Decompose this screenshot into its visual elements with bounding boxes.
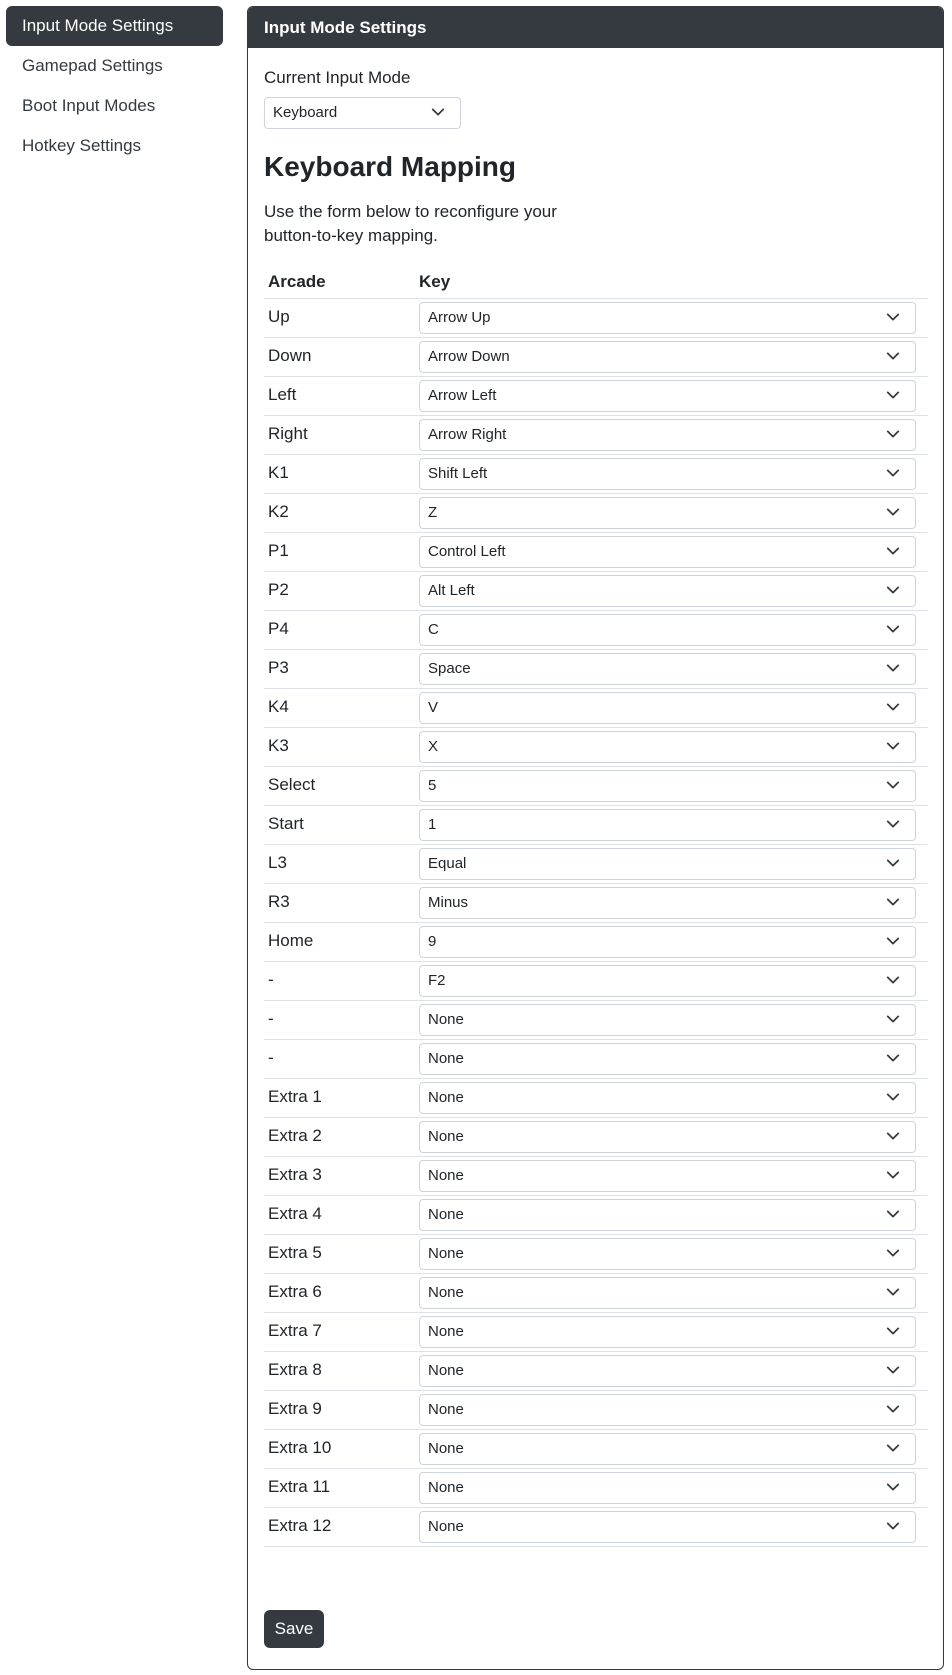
key-cell <box>415 962 928 1001</box>
card-title: Input Mode Settings <box>248 7 943 48</box>
chevron-down-icon <box>886 310 900 324</box>
key-select[interactable] <box>419 965 916 997</box>
arcade-button-label: Extra 1 <box>264 1079 415 1118</box>
chevron-down-icon <box>886 856 900 870</box>
key-cell <box>415 689 928 728</box>
key-select[interactable] <box>419 1082 916 1114</box>
key-cell <box>415 416 928 455</box>
key-select[interactable] <box>419 887 916 919</box>
table-row <box>264 767 928 806</box>
table-row <box>264 923 928 962</box>
key-cell <box>415 533 928 572</box>
key-cell <box>415 884 928 923</box>
key-select-value: Shift Left <box>428 465 488 482</box>
chevron-down-icon <box>886 1129 900 1143</box>
key-select[interactable] <box>419 1355 916 1387</box>
key-select[interactable] <box>419 1121 916 1153</box>
mapping-table-body <box>264 299 928 1547</box>
sidebar-item-gamepad-settings[interactable]: Gamepad Settings <box>22 56 163 75</box>
chevron-down-icon <box>886 349 900 363</box>
arcade-button-label: P4 <box>264 611 415 650</box>
key-select[interactable] <box>419 1316 916 1348</box>
chevron-down-icon <box>886 1363 900 1377</box>
table-row <box>264 455 928 494</box>
key-cell <box>415 1313 928 1352</box>
chevron-down-icon <box>886 544 900 558</box>
arcade-button-label: Extra 9 <box>264 1391 415 1430</box>
key-cell <box>415 767 928 806</box>
table-row <box>264 1469 928 1508</box>
table-header-row <box>264 266 928 299</box>
page-heading: Keyboard Mapping <box>264 151 517 182</box>
chevron-down-icon <box>886 388 900 402</box>
key-cell <box>415 1157 928 1196</box>
key-cell <box>415 650 928 689</box>
key-select[interactable] <box>419 653 916 685</box>
column-header-arcade: Arcade <box>264 266 415 299</box>
key-select-value: X <box>428 738 439 755</box>
key-cell <box>415 572 928 611</box>
arcade-button-label: Extra 10 <box>264 1430 415 1469</box>
chevron-down-icon <box>886 1519 900 1533</box>
key-select[interactable] <box>419 1511 916 1543</box>
key-select[interactable] <box>419 1199 916 1231</box>
key-cell <box>415 1001 928 1040</box>
table-row <box>264 1040 928 1079</box>
mapping-table <box>264 266 928 1547</box>
key-select-value: V <box>428 699 439 716</box>
table-row <box>264 416 928 455</box>
arcade-button-label: Extra 11 <box>264 1469 415 1508</box>
arcade-button-label: K3 <box>264 728 415 767</box>
arcade-button-label: Extra 3 <box>264 1157 415 1196</box>
arcade-button-label: Extra 4 <box>264 1196 415 1235</box>
input-mode-label: Current Input Mode <box>264 68 411 87</box>
key-select[interactable] <box>419 302 916 334</box>
chevron-down-icon <box>886 1324 900 1338</box>
arcade-button-label: Home <box>264 923 415 962</box>
sidebar <box>6 6 223 166</box>
key-select[interactable] <box>419 1277 916 1309</box>
key-select-value: C <box>428 621 439 638</box>
key-select-value: Space <box>428 660 471 677</box>
key-select-value: F2 <box>428 972 446 989</box>
chevron-down-icon <box>886 1207 900 1221</box>
arcade-button-label: Extra 6 <box>264 1274 415 1313</box>
arcade-button-label: Start <box>264 806 415 845</box>
key-select[interactable] <box>419 458 916 490</box>
column-header-key: Key <box>415 266 928 299</box>
arcade-button-label: - <box>264 1001 415 1040</box>
key-select-value: Control Left <box>428 543 506 560</box>
table-row <box>264 806 928 845</box>
key-cell <box>415 338 928 377</box>
key-cell <box>415 1391 928 1430</box>
table-row <box>264 1001 928 1040</box>
key-cell <box>415 728 928 767</box>
chevron-down-icon <box>886 1051 900 1065</box>
arcade-button-label: Up <box>264 299 415 338</box>
chevron-down-icon <box>886 427 900 441</box>
key-cell <box>415 299 928 338</box>
chevron-down-icon <box>886 1402 900 1416</box>
key-select-value: Arrow Right <box>428 426 507 443</box>
key-select-value: 9 <box>428 933 437 950</box>
key-select-value: None <box>428 1050 464 1067</box>
arcade-button-label: - <box>264 962 415 1001</box>
arcade-button-label: K1 <box>264 455 415 494</box>
key-select[interactable] <box>419 1394 916 1426</box>
arcade-button-label: K4 <box>264 689 415 728</box>
sidebar-item-input-mode-settings[interactable]: Input Mode Settings <box>6 6 223 46</box>
arcade-button-label: L3 <box>264 845 415 884</box>
table-row <box>264 377 928 416</box>
chevron-down-icon <box>886 1012 900 1026</box>
chevron-down-icon <box>886 895 900 909</box>
table-row <box>264 1079 928 1118</box>
table-row <box>264 884 928 923</box>
key-cell <box>415 1235 928 1274</box>
key-select[interactable] <box>419 1472 916 1504</box>
chevron-down-icon <box>886 973 900 987</box>
arcade-button-label: Left <box>264 377 415 416</box>
key-cell <box>415 923 928 962</box>
table-row <box>264 1157 928 1196</box>
key-select-value: None <box>428 1323 464 1340</box>
key-select-value: None <box>428 1479 464 1496</box>
arcade-button-label: - <box>264 1040 415 1079</box>
chevron-down-icon <box>886 661 900 675</box>
chevron-down-icon <box>886 1480 900 1494</box>
table-row <box>264 962 928 1001</box>
arcade-button-label: Extra 12 <box>264 1508 415 1547</box>
key-select-value: None <box>428 1440 464 1457</box>
table-row <box>264 1274 928 1313</box>
chevron-down-icon <box>886 466 900 480</box>
table-row <box>264 611 928 650</box>
key-select-value: None <box>428 1284 464 1301</box>
key-select-value: None <box>428 1206 464 1223</box>
arcade-button-label: Extra 2 <box>264 1118 415 1157</box>
sidebar-item-boot-input-modes[interactable]: Boot Input Modes <box>22 96 156 115</box>
key-select[interactable] <box>419 497 916 529</box>
key-cell <box>415 1274 928 1313</box>
sidebar-item-hotkey-settings[interactable]: Hotkey Settings <box>22 136 142 155</box>
arcade-button-label: P1 <box>264 533 415 572</box>
save-button[interactable]: Save <box>264 1610 324 1648</box>
settings-card <box>247 6 944 1670</box>
table-row <box>264 494 928 533</box>
key-select[interactable] <box>419 770 916 802</box>
table-row <box>264 1235 928 1274</box>
input-mode-value: Keyboard <box>273 104 338 121</box>
arcade-button-label: R3 <box>264 884 415 923</box>
arcade-button-label: Down <box>264 338 415 377</box>
key-select-value: Alt Left <box>428 582 475 599</box>
card-body <box>248 48 943 1638</box>
key-select-value: None <box>428 1245 464 1262</box>
table-row <box>264 1352 928 1391</box>
key-cell <box>415 611 928 650</box>
key-select[interactable] <box>419 926 916 958</box>
key-cell <box>415 1469 928 1508</box>
key-select-value: None <box>428 1362 464 1379</box>
key-select-value: None <box>428 1401 464 1418</box>
arcade-button-label: Extra 8 <box>264 1352 415 1391</box>
key-cell <box>415 1118 928 1157</box>
key-select-value: Arrow Left <box>428 387 497 404</box>
arcade-button-label: Extra 5 <box>264 1235 415 1274</box>
key-cell <box>415 806 928 845</box>
chevron-down-icon <box>886 778 900 792</box>
key-select-value: None <box>428 1518 464 1535</box>
key-select-value: Arrow Down <box>428 348 510 365</box>
arcade-button-label: P2 <box>264 572 415 611</box>
key-select[interactable] <box>419 419 916 451</box>
chevron-down-icon <box>886 622 900 636</box>
key-select-value: Equal <box>428 855 467 872</box>
key-cell <box>415 1196 928 1235</box>
chevron-down-icon <box>886 1090 900 1104</box>
key-select-value: None <box>428 1089 464 1106</box>
chevron-down-icon <box>886 934 900 948</box>
key-cell <box>415 1430 928 1469</box>
key-select-value: Z <box>428 504 438 521</box>
key-cell <box>415 377 928 416</box>
chevron-down-icon <box>886 1285 900 1299</box>
chevron-down-icon <box>886 583 900 597</box>
key-select-value: Minus <box>428 894 469 911</box>
chevron-down-icon <box>886 1246 900 1260</box>
table-row <box>264 572 928 611</box>
intro-text: Use the form below to reconfigure your button-to-key mapping. <box>264 202 557 245</box>
chevron-down-icon <box>886 739 900 753</box>
arcade-button-label: Select <box>264 767 415 806</box>
key-select-value: Arrow Up <box>428 309 491 326</box>
arcade-button-label: K2 <box>264 494 415 533</box>
table-row <box>264 1430 928 1469</box>
table-row <box>264 533 928 572</box>
key-select[interactable] <box>419 380 916 412</box>
table-row <box>264 1118 928 1157</box>
input-mode-select[interactable] <box>264 97 461 129</box>
key-select[interactable] <box>419 1433 916 1465</box>
table-row <box>264 338 928 377</box>
chevron-down-icon <box>886 1441 900 1455</box>
chevron-down-icon <box>886 1168 900 1182</box>
table-row <box>264 1508 928 1547</box>
key-select[interactable] <box>419 341 916 373</box>
table-row <box>264 650 928 689</box>
key-select[interactable] <box>419 809 916 841</box>
table-row <box>264 1313 928 1352</box>
table-row <box>264 728 928 767</box>
key-cell <box>415 455 928 494</box>
key-select[interactable] <box>419 1238 916 1270</box>
chevron-down-icon <box>886 817 900 831</box>
key-select[interactable] <box>419 575 916 607</box>
table-row <box>264 689 928 728</box>
key-select[interactable] <box>419 848 916 880</box>
key-select[interactable] <box>419 692 916 724</box>
key-select-value: None <box>428 1128 464 1145</box>
key-cell <box>415 1352 928 1391</box>
table-row <box>264 1196 928 1235</box>
key-select[interactable] <box>419 1160 916 1192</box>
key-select-value: None <box>428 1011 464 1028</box>
chevron-down-icon <box>431 105 445 119</box>
table-row <box>264 1391 928 1430</box>
key-select[interactable] <box>419 1004 916 1036</box>
key-cell <box>415 845 928 884</box>
chevron-down-icon <box>886 505 900 519</box>
arcade-button-label: Right <box>264 416 415 455</box>
key-select[interactable] <box>419 536 916 568</box>
key-select-value: 5 <box>428 777 437 794</box>
key-select-value: None <box>428 1167 464 1184</box>
key-cell <box>415 494 928 533</box>
key-select[interactable] <box>419 614 916 646</box>
key-select[interactable] <box>419 731 916 763</box>
key-cell <box>415 1040 928 1079</box>
key-cell <box>415 1508 928 1547</box>
table-row <box>264 299 928 338</box>
arcade-button-label: P3 <box>264 650 415 689</box>
arcade-button-label: Extra 7 <box>264 1313 415 1352</box>
chevron-down-icon <box>886 700 900 714</box>
table-row <box>264 845 928 884</box>
key-select[interactable] <box>419 1043 916 1075</box>
key-select-value: 1 <box>428 816 437 833</box>
key-cell <box>415 1079 928 1118</box>
